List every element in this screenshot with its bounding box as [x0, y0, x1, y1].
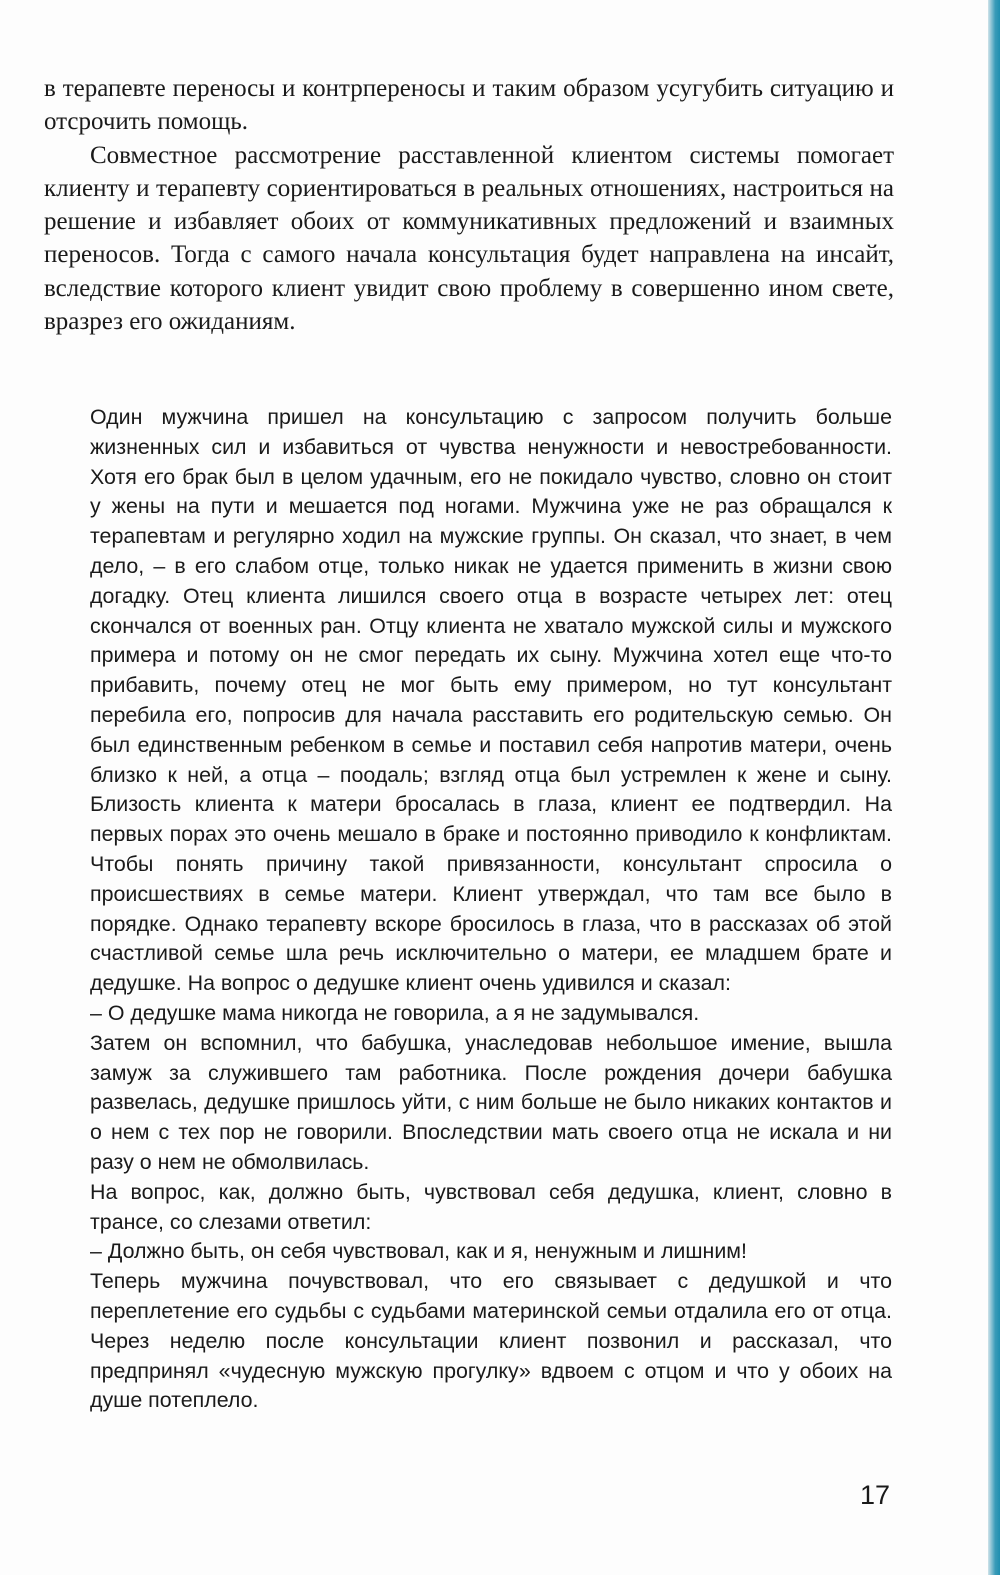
main-paragraph: Совместное рассмотрение расставленной клиентом системы помогает клиенту и терапевту сориентироваться в реальных отношениях, настроиться на решение и избавляет обоих от коммуникативных предложений и взаимных переносов. Тогда с самого начала консультация будет направлена на инсайт, вследствие которого клиент увидит свою проблему в совершенно ином свете, вразрез его ожиданиям.: [44, 141, 894, 336]
case-paragraph: На вопрос, как, должно быть, чувствовал себя дедушка, клиент, словно в трансе, со слезами ответил:: [90, 1179, 892, 1234]
case-paragraph: Теперь мужчина почувствовал, что его связывает с дедушкой и что переплетение его судьбы с судьбами материнской семьи отдалила его от отца. Через неделю после консультации клиент позвонил и рассказал, что предпринял «чудесную мужскую прогулку» вдвоем с отцом и что у обоих на душе потеплело.: [90, 1269, 892, 1413]
page-number: 17: [860, 1480, 891, 1510]
main-text-block: [44, 72, 894, 338]
case-dialogue-line: – О дедушке мама никогда не говорила, а я не задумывался.: [90, 1000, 700, 1025]
main-paragraph-continuation: в терапевте переносы и контрпереносы и таким образом усугубить ситуацию и отсрочить помощь.: [44, 75, 894, 136]
case-paragraph: Затем он вспомнил, что бабушка, унаследовав небольшое имение, вышла замуж за служившего там работника. После рождения дочери бабушка развелась, дедушке пришлось уйти, с ним больше не было никаких контактов и о нем с тех пор не говорили. Впоследствии мать своего отца не искала и ни разу о нем не обмолвилась.: [90, 1030, 892, 1174]
case-dialogue-line: – Должно быть, он себя чувствовал, как и я, ненужным и лишним!: [90, 1239, 747, 1264]
case-example-block: [90, 403, 892, 1416]
page-edge: [988, 0, 1000, 1575]
case-paragraph: Один мужчина пришел на консультацию с запросом получить больше жизненных сил и избавиться от чувства ненужности и невостребованности. Хотя его брак был в целом удачным, его не покидало чувство, словно он стоит у жены на пути и мешается под ногами. Мужчина уже не раз обращался к терапевтам и регулярно ходил на мужские группы. Он сказал, что знает, в чем дело, – в его слабом отце, только никак не удается применить в жизни свою догадку. Отец клиента лишился своего отца в возрасте четырех лет: отец скончался от военных ран. Отцу клиента не хватало мужской силы и мужского примера и потому он не смог передать их сыну. Мужчина хотел еще что-то прибавить, почему отец не мог быть ему примером, но тут консультант перебила его, попросив для начала расставить его родительскую семью. Он был единственным ребенком в семье и поставил себя напротив матери, очень близко к ней, а отца – поодаль; взгляд отца был устремлен к жене и сыну. Близость клиента к матери бросалась в глаза, клиент ее подтвердил. На первых порах это очень мешало в браке и постоянно приводило к конфликтам. Чтобы понять причину такой привязанности, консультант спросила о происшествиях в семье матери. Клиент утверждал, что там все было в порядке. Однако терапевту вскоре бросилось в глаза, что в рассказах об этой счастливой семье шла речь исключительно о матери, ее младшем брате и дедушке. На вопрос о дедушке клиент очень удивился и сказал:: [90, 405, 892, 996]
